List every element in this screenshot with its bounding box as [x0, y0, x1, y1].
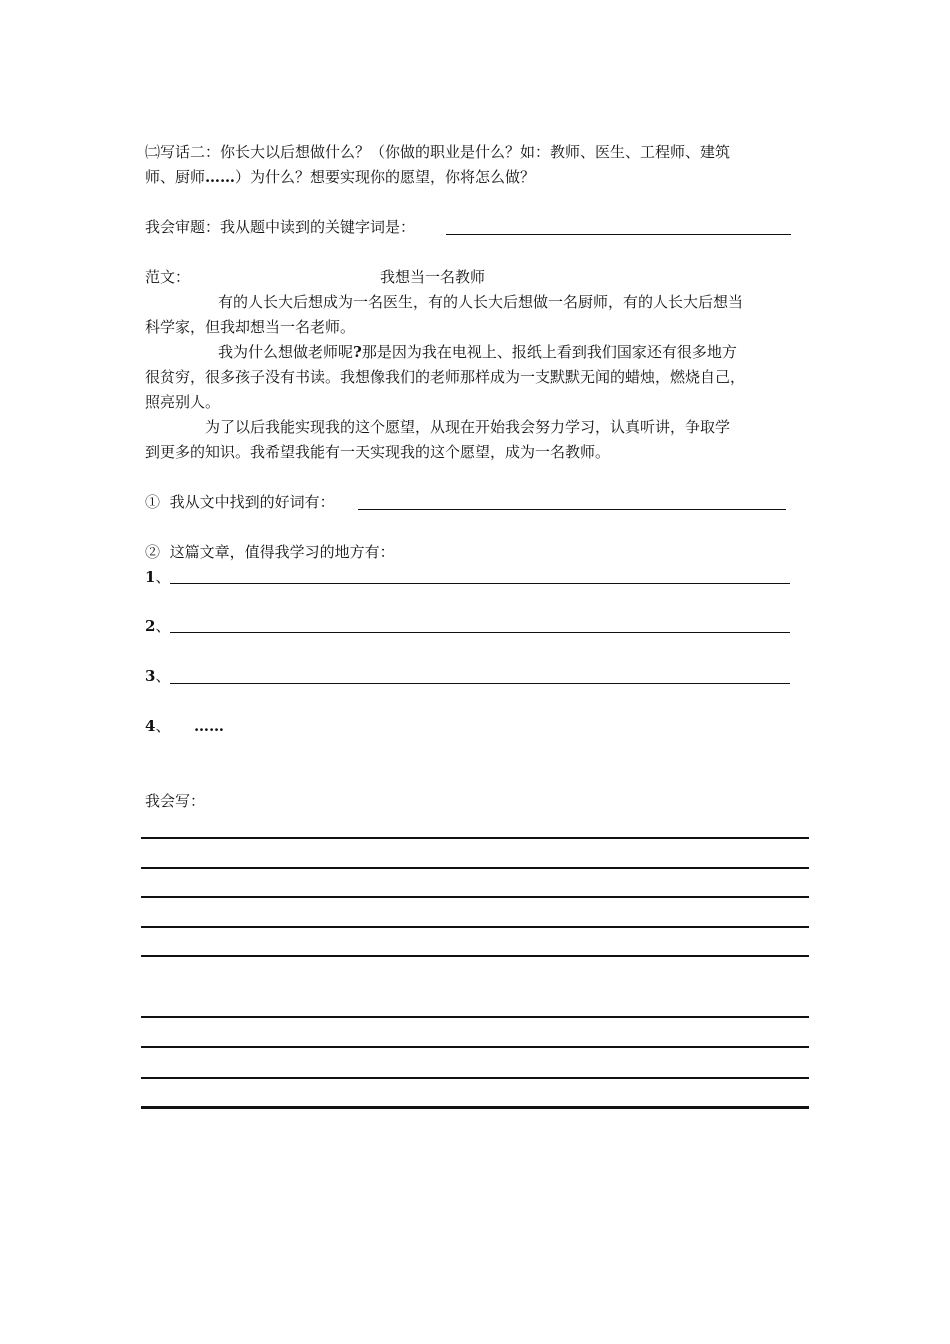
answer-item-3-sep: 、 [155, 667, 171, 685]
sample-p2-line1-a: 我为什么想做老师呢 [218, 343, 354, 361]
sample-p2-line1-b: 那是因为我在电视上、报纸上看到我们国家还有很多地方 [361, 343, 737, 361]
writing-line[interactable] [141, 1046, 809, 1048]
prompt-line-2-start: 师、厨师 [145, 168, 206, 186]
writing-line[interactable] [141, 926, 809, 928]
good-words-blank[interactable] [358, 509, 786, 510]
sample-label: 范文： [145, 268, 191, 286]
answer-item-2-number: 2 [145, 617, 156, 635]
question-1-mark: ① [145, 493, 161, 511]
answer-item-1-number: 1 [145, 568, 156, 586]
writing-line[interactable] [141, 1016, 809, 1018]
sample-p3-line1: 为了以后我能实现我的这个愿望，从现在开始我会努力学习，认真听讲，争取学 [205, 418, 731, 436]
answer-item-1 [145, 565, 170, 590]
writing-line[interactable] [141, 1077, 809, 1079]
sample-p1-line2: 科学家，但我却想当一名老师。 [145, 318, 356, 336]
writing-label: 我会写： [145, 792, 206, 810]
answer-item-1-blank[interactable] [170, 583, 790, 584]
prompt-line-2 [145, 165, 535, 190]
answer-item-4 [145, 714, 170, 739]
review-label: 我会审题：我从题中读到的关键字词是： [145, 218, 416, 236]
question-2 [145, 540, 395, 565]
question-2-mark: ② [145, 543, 161, 561]
writing-line[interactable] [141, 867, 809, 869]
sample-p3-line2: 到更多的知识。我希望我能有一天实现我的这个愿望，成为一名教师。 [145, 443, 611, 461]
review-answer-blank[interactable] [446, 234, 791, 235]
question-1 [145, 490, 335, 515]
answer-item-3-number: 3 [145, 667, 156, 685]
prompt-line-1: ㈡写话二：你长大以后想做什么？（你做的职业是什么？如：教师、医生、工程师、建筑 [145, 143, 731, 161]
answer-item-2 [145, 614, 170, 639]
answer-item-3 [145, 664, 170, 689]
sample-p2-question-mark: ? [353, 343, 362, 361]
answer-item-2-blank[interactable] [170, 632, 790, 633]
sample-p2-line2: 很贫穷，很多孩子没有书读。我想像我们的老师那样成为一支默默无闻的蜡烛，燃烧自己， [145, 368, 746, 386]
answer-item-2-sep: 、 [155, 617, 171, 635]
sample-p2-line3: 照亮别人。 [145, 393, 221, 411]
prompt-line-2-end: ）为什么？想要实现你的愿望，你将怎么做？ [235, 168, 536, 186]
sample-title: 我想当一名教师 [380, 268, 486, 286]
prompt-ellipsis: …… [205, 168, 236, 186]
question-1-label: 我从文中找到的好词有： [169, 493, 335, 511]
writing-line[interactable] [141, 955, 809, 957]
writing-line[interactable] [141, 1106, 809, 1109]
writing-line[interactable] [141, 837, 809, 839]
answer-item-4-ellipsis: …… [194, 717, 224, 735]
answer-item-4-sep: 、 [155, 717, 171, 735]
writing-line[interactable] [141, 896, 809, 898]
answer-item-4-number: 4 [145, 717, 156, 735]
answer-item-1-sep: 、 [155, 568, 171, 586]
sample-p1-line1: 有的人长大后想成为一名医生，有的人长大后想做一名厨师，有的人长大后想当 [218, 293, 744, 311]
answer-item-3-blank[interactable] [170, 683, 790, 684]
question-2-label: 这篇文章，值得我学习的地方有： [169, 543, 395, 561]
sample-p2-line1 [218, 340, 737, 365]
